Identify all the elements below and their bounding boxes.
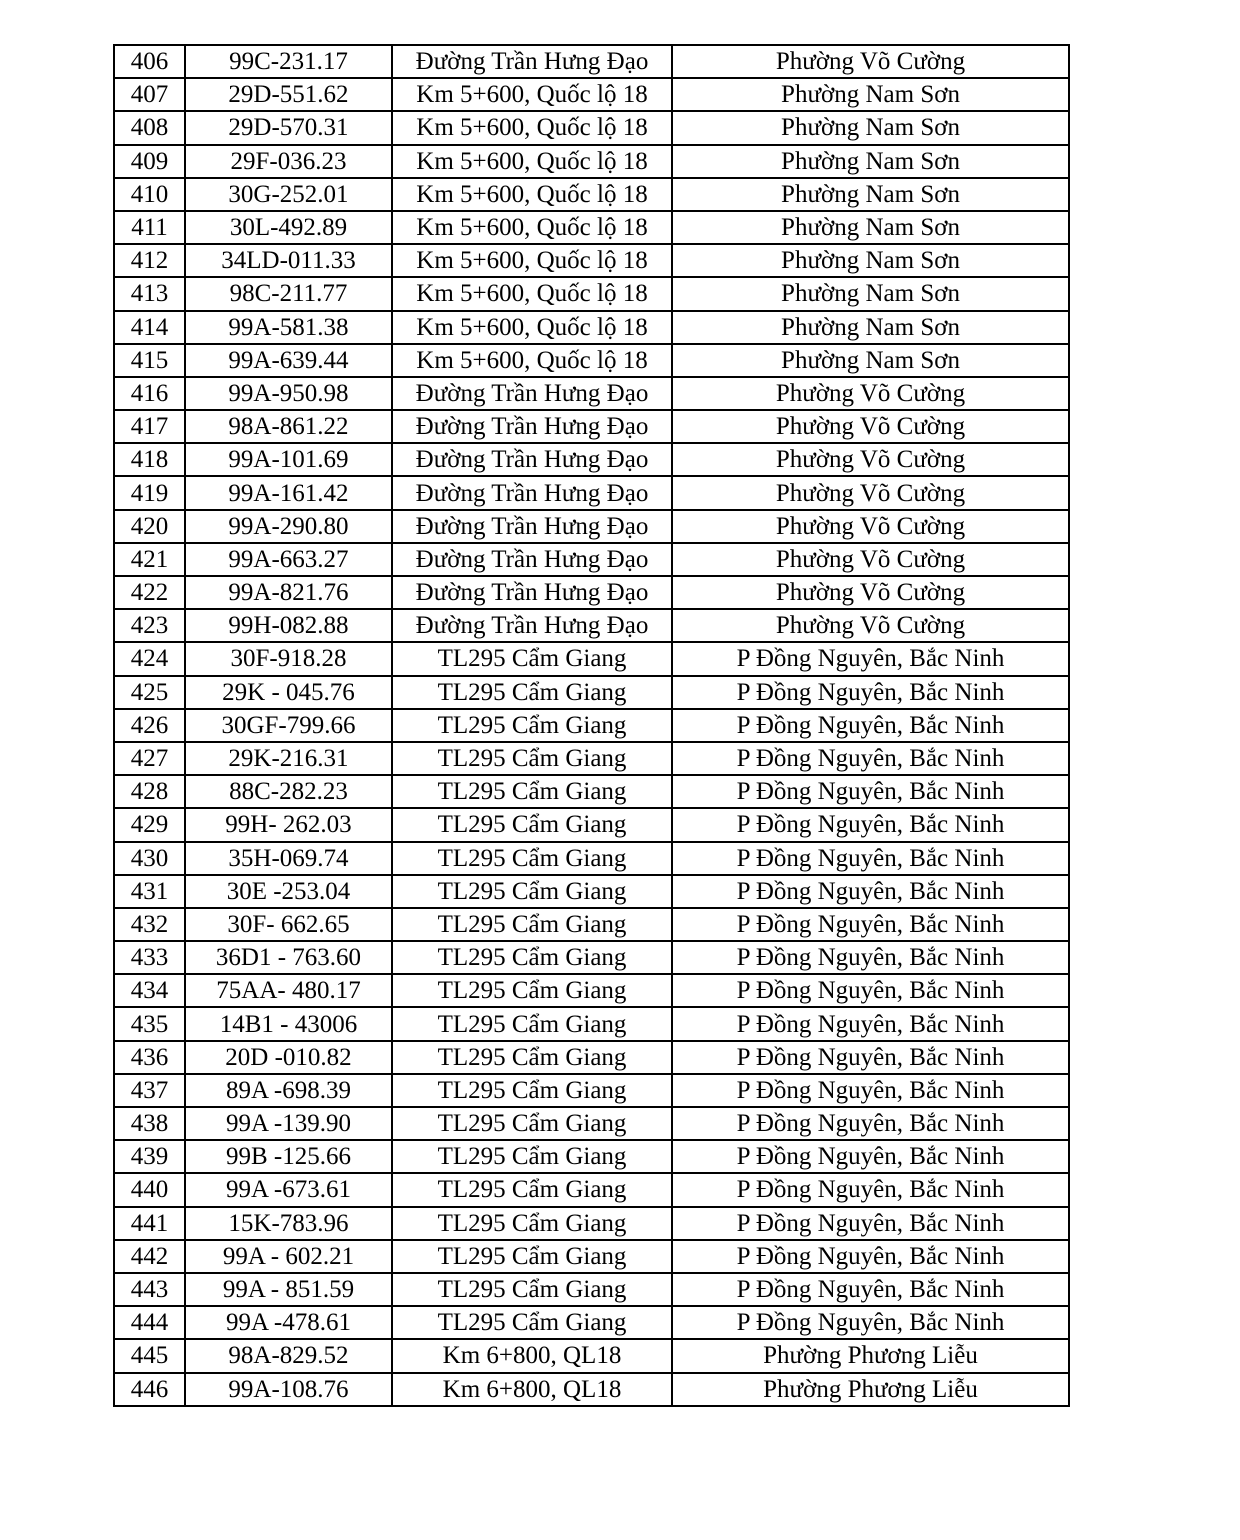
table-row xyxy=(114,45,1069,78)
license-plate-cell: 35H-069.74 xyxy=(185,842,392,875)
table-row xyxy=(114,709,1069,742)
license-plate-cell: 30G-252.01 xyxy=(185,178,392,211)
row-number-cell: 430 xyxy=(114,842,185,875)
processing-unit-cell: Phường Phương Liễu xyxy=(672,1339,1069,1372)
table-row xyxy=(114,808,1069,841)
license-plate-cell: 30GF-799.66 xyxy=(185,709,392,742)
processing-unit-cell: P Đồng Nguyên, Bắc Ninh xyxy=(672,974,1069,1007)
violation-location-cell: TL295 Cẩm Giang xyxy=(392,974,672,1007)
license-plate-cell: 30L-492.89 xyxy=(185,211,392,244)
processing-unit-cell: Phường Võ Cường xyxy=(672,576,1069,609)
table-row xyxy=(114,842,1069,875)
processing-unit-cell: Phường Nam Sơn xyxy=(672,78,1069,111)
processing-unit-cell: Phường Võ Cường xyxy=(672,510,1069,543)
row-number-cell: 414 xyxy=(114,311,185,344)
violation-location-cell: Km 5+600, Quốc lộ 18 xyxy=(392,277,672,310)
processing-unit-cell: P Đồng Nguyên, Bắc Ninh xyxy=(672,1173,1069,1206)
processing-unit-cell: P Đồng Nguyên, Bắc Ninh xyxy=(672,808,1069,841)
violation-location-cell: TL295 Cẩm Giang xyxy=(392,1041,672,1074)
violation-location-cell: Km 5+600, Quốc lộ 18 xyxy=(392,344,672,377)
processing-unit-cell: P Đồng Nguyên, Bắc Ninh xyxy=(672,1240,1069,1273)
table-row xyxy=(114,476,1069,509)
table-row xyxy=(114,443,1069,476)
violation-location-cell: Km 5+600, Quốc lộ 18 xyxy=(392,178,672,211)
table-row xyxy=(114,178,1069,211)
table-row xyxy=(114,543,1069,576)
row-number-cell: 413 xyxy=(114,277,185,310)
violation-location-cell: Km 5+600, Quốc lộ 18 xyxy=(392,145,672,178)
violation-location-cell: TL295 Cẩm Giang xyxy=(392,1273,672,1306)
table-row xyxy=(114,1140,1069,1173)
processing-unit-cell: P Đồng Nguyên, Bắc Ninh xyxy=(672,875,1069,908)
table-row xyxy=(114,908,1069,941)
license-plate-cell: 14B1 - 43006 xyxy=(185,1007,392,1040)
license-plate-cell: 99A - 851.59 xyxy=(185,1273,392,1306)
row-number-cell: 431 xyxy=(114,875,185,908)
table-row xyxy=(114,1107,1069,1140)
license-plate-cell: 30F-918.28 xyxy=(185,642,392,675)
processing-unit-cell: Phường Nam Sơn xyxy=(672,344,1069,377)
row-number-cell: 438 xyxy=(114,1107,185,1140)
license-plate-cell: 98A-861.22 xyxy=(185,410,392,443)
processing-unit-cell: Phường Nam Sơn xyxy=(672,277,1069,310)
table-row xyxy=(114,1273,1069,1306)
violation-location-cell: Km 5+600, Quốc lộ 18 xyxy=(392,244,672,277)
row-number-cell: 406 xyxy=(114,45,185,78)
violation-location-cell: TL295 Cẩm Giang xyxy=(392,742,672,775)
license-plate-cell: 88C-282.23 xyxy=(185,775,392,808)
processing-unit-cell: Phường Nam Sơn xyxy=(672,145,1069,178)
processing-unit-cell: Phường Nam Sơn xyxy=(672,111,1069,144)
processing-unit-cell: Phường Võ Cường xyxy=(672,609,1069,642)
license-plate-cell: 99A-821.76 xyxy=(185,576,392,609)
license-plate-cell: 99A-581.38 xyxy=(185,311,392,344)
license-plate-cell: 99A-950.98 xyxy=(185,377,392,410)
processing-unit-cell: P Đồng Nguyên, Bắc Ninh xyxy=(672,676,1069,709)
row-number-cell: 415 xyxy=(114,344,185,377)
violation-location-cell: TL295 Cẩm Giang xyxy=(392,1107,672,1140)
row-number-cell: 428 xyxy=(114,775,185,808)
row-number-cell: 411 xyxy=(114,211,185,244)
violation-location-cell: TL295 Cẩm Giang xyxy=(392,875,672,908)
violation-location-cell: TL295 Cẩm Giang xyxy=(392,642,672,675)
processing-unit-cell: Phường Nam Sơn xyxy=(672,244,1069,277)
violation-location-cell: Km 5+600, Quốc lộ 18 xyxy=(392,78,672,111)
license-plate-cell: 99A-290.80 xyxy=(185,510,392,543)
violation-location-cell: TL295 Cẩm Giang xyxy=(392,941,672,974)
processing-unit-cell: P Đồng Nguyên, Bắc Ninh xyxy=(672,1107,1069,1140)
license-plate-cell: 99A-663.27 xyxy=(185,543,392,576)
processing-unit-cell: P Đồng Nguyên, Bắc Ninh xyxy=(672,1306,1069,1339)
row-number-cell: 429 xyxy=(114,808,185,841)
violation-location-cell: Đường Trần Hưng Đạo xyxy=(392,377,672,410)
violation-location-cell: TL295 Cẩm Giang xyxy=(392,676,672,709)
license-plate-cell: 99A-161.42 xyxy=(185,476,392,509)
violation-location-cell: TL295 Cẩm Giang xyxy=(392,842,672,875)
row-number-cell: 422 xyxy=(114,576,185,609)
violation-location-cell: Đường Trần Hưng Đạo xyxy=(392,45,672,78)
table-row xyxy=(114,1240,1069,1273)
violation-location-cell: Km 6+800, QL18 xyxy=(392,1339,672,1372)
table-row xyxy=(114,1207,1069,1240)
violation-location-cell: TL295 Cẩm Giang xyxy=(392,709,672,742)
license-plate-cell: 99H-082.88 xyxy=(185,609,392,642)
violation-location-cell: Km 5+600, Quốc lộ 18 xyxy=(392,211,672,244)
table-row xyxy=(114,111,1069,144)
processing-unit-cell: P Đồng Nguyên, Bắc Ninh xyxy=(672,1273,1069,1306)
table-row xyxy=(114,410,1069,443)
license-plate-cell: 20D -010.82 xyxy=(185,1041,392,1074)
row-number-cell: 419 xyxy=(114,476,185,509)
processing-unit-cell: P Đồng Nguyên, Bắc Ninh xyxy=(672,908,1069,941)
table-row xyxy=(114,941,1069,974)
table-row xyxy=(114,377,1069,410)
row-number-cell: 423 xyxy=(114,609,185,642)
processing-unit-cell: Phường Võ Cường xyxy=(672,476,1069,509)
table-row xyxy=(114,211,1069,244)
table-row xyxy=(114,974,1069,1007)
violation-location-cell: Km 5+600, Quốc lộ 18 xyxy=(392,111,672,144)
violation-location-cell: Đường Trần Hưng Đạo xyxy=(392,576,672,609)
table-row xyxy=(114,311,1069,344)
processing-unit-cell: Phường Nam Sơn xyxy=(672,311,1069,344)
license-plate-cell: 36D1 - 763.60 xyxy=(185,941,392,974)
processing-unit-cell: Phường Võ Cường xyxy=(672,443,1069,476)
table-body xyxy=(114,45,1069,1406)
row-number-cell: 444 xyxy=(114,1306,185,1339)
row-number-cell: 427 xyxy=(114,742,185,775)
table-row xyxy=(114,642,1069,675)
license-plate-cell: 15K-783.96 xyxy=(185,1207,392,1240)
row-number-cell: 410 xyxy=(114,178,185,211)
table-row xyxy=(114,344,1069,377)
violation-location-cell: Đường Trần Hưng Đạo xyxy=(392,510,672,543)
violation-table xyxy=(113,44,1070,1407)
row-number-cell: 424 xyxy=(114,642,185,675)
license-plate-cell: 99A-101.69 xyxy=(185,443,392,476)
row-number-cell: 409 xyxy=(114,145,185,178)
row-number-cell: 446 xyxy=(114,1373,185,1406)
row-number-cell: 432 xyxy=(114,908,185,941)
violation-location-cell: TL295 Cẩm Giang xyxy=(392,1173,672,1206)
violation-location-cell: TL295 Cẩm Giang xyxy=(392,1140,672,1173)
license-plate-cell: 75AA- 480.17 xyxy=(185,974,392,1007)
row-number-cell: 408 xyxy=(114,111,185,144)
license-plate-cell: 29K - 045.76 xyxy=(185,676,392,709)
row-number-cell: 421 xyxy=(114,543,185,576)
violation-location-cell: Đường Trần Hưng Đạo xyxy=(392,543,672,576)
violation-location-cell: TL295 Cẩm Giang xyxy=(392,1240,672,1273)
license-plate-cell: 99A-639.44 xyxy=(185,344,392,377)
processing-unit-cell: P Đồng Nguyên, Bắc Ninh xyxy=(672,1074,1069,1107)
table-row xyxy=(114,742,1069,775)
table-row xyxy=(114,1306,1069,1339)
violation-location-cell: TL295 Cẩm Giang xyxy=(392,1007,672,1040)
license-plate-cell: 29K-216.31 xyxy=(185,742,392,775)
processing-unit-cell: P Đồng Nguyên, Bắc Ninh xyxy=(672,775,1069,808)
row-number-cell: 445 xyxy=(114,1339,185,1372)
row-number-cell: 407 xyxy=(114,78,185,111)
license-plate-cell: 34LD-011.33 xyxy=(185,244,392,277)
table-row xyxy=(114,576,1069,609)
row-number-cell: 417 xyxy=(114,410,185,443)
license-plate-cell: 99A -139.90 xyxy=(185,1107,392,1140)
table-row xyxy=(114,1074,1069,1107)
row-number-cell: 441 xyxy=(114,1207,185,1240)
license-plate-cell: 99A -478.61 xyxy=(185,1306,392,1339)
row-number-cell: 435 xyxy=(114,1007,185,1040)
table-row xyxy=(114,875,1069,908)
row-number-cell: 443 xyxy=(114,1273,185,1306)
processing-unit-cell: P Đồng Nguyên, Bắc Ninh xyxy=(672,709,1069,742)
violation-location-cell: TL295 Cẩm Giang xyxy=(392,1207,672,1240)
row-number-cell: 440 xyxy=(114,1173,185,1206)
table-row xyxy=(114,609,1069,642)
table-row xyxy=(114,244,1069,277)
violation-location-cell: Đường Trần Hưng Đạo xyxy=(392,476,672,509)
table-row xyxy=(114,145,1069,178)
table-row xyxy=(114,1007,1069,1040)
processing-unit-cell: Phường Võ Cường xyxy=(672,45,1069,78)
processing-unit-cell: P Đồng Nguyên, Bắc Ninh xyxy=(672,842,1069,875)
violation-location-cell: Km 5+600, Quốc lộ 18 xyxy=(392,311,672,344)
row-number-cell: 436 xyxy=(114,1041,185,1074)
table-row xyxy=(114,1373,1069,1406)
row-number-cell: 439 xyxy=(114,1140,185,1173)
processing-unit-cell: P Đồng Nguyên, Bắc Ninh xyxy=(672,1007,1069,1040)
processing-unit-cell: P Đồng Nguyên, Bắc Ninh xyxy=(672,1041,1069,1074)
processing-unit-cell: P Đồng Nguyên, Bắc Ninh xyxy=(672,1207,1069,1240)
license-plate-cell: 30F- 662.65 xyxy=(185,908,392,941)
license-plate-cell: 99H- 262.03 xyxy=(185,808,392,841)
processing-unit-cell: Phường Nam Sơn xyxy=(672,178,1069,211)
violation-location-cell: TL295 Cẩm Giang xyxy=(392,1074,672,1107)
license-plate-cell: 99A -673.61 xyxy=(185,1173,392,1206)
row-number-cell: 412 xyxy=(114,244,185,277)
violation-location-cell: Đường Trần Hưng Đạo xyxy=(392,410,672,443)
violation-location-cell: Đường Trần Hưng Đạo xyxy=(392,443,672,476)
processing-unit-cell: P Đồng Nguyên, Bắc Ninh xyxy=(672,1140,1069,1173)
processing-unit-cell: Phường Võ Cường xyxy=(672,543,1069,576)
row-number-cell: 434 xyxy=(114,974,185,1007)
processing-unit-cell: Phường Võ Cường xyxy=(672,377,1069,410)
license-plate-cell: 30E -253.04 xyxy=(185,875,392,908)
row-number-cell: 418 xyxy=(114,443,185,476)
violation-location-cell: TL295 Cẩm Giang xyxy=(392,808,672,841)
table-row xyxy=(114,775,1069,808)
row-number-cell: 416 xyxy=(114,377,185,410)
row-number-cell: 420 xyxy=(114,510,185,543)
license-plate-cell: 99C-231.17 xyxy=(185,45,392,78)
license-plate-cell: 98A-829.52 xyxy=(185,1339,392,1372)
row-number-cell: 433 xyxy=(114,941,185,974)
license-plate-cell: 29D-551.62 xyxy=(185,78,392,111)
processing-unit-cell: P Đồng Nguyên, Bắc Ninh xyxy=(672,941,1069,974)
table-row xyxy=(114,78,1069,111)
violation-location-cell: TL295 Cẩm Giang xyxy=(392,1306,672,1339)
row-number-cell: 426 xyxy=(114,709,185,742)
violation-location-cell: Đường Trần Hưng Đạo xyxy=(392,609,672,642)
processing-unit-cell: Phường Phương Liễu xyxy=(672,1373,1069,1406)
processing-unit-cell: P Đồng Nguyên, Bắc Ninh xyxy=(672,642,1069,675)
license-plate-cell: 29D-570.31 xyxy=(185,111,392,144)
violation-location-cell: TL295 Cẩm Giang xyxy=(392,775,672,808)
processing-unit-cell: P Đồng Nguyên, Bắc Ninh xyxy=(672,742,1069,775)
license-plate-cell: 99B -125.66 xyxy=(185,1140,392,1173)
license-plate-cell: 99A - 602.21 xyxy=(185,1240,392,1273)
row-number-cell: 425 xyxy=(114,676,185,709)
table-row xyxy=(114,676,1069,709)
violation-location-cell: Km 6+800, QL18 xyxy=(392,1373,672,1406)
table-row xyxy=(114,1173,1069,1206)
license-plate-cell: 89A -698.39 xyxy=(185,1074,392,1107)
row-number-cell: 442 xyxy=(114,1240,185,1273)
license-plate-cell: 29F-036.23 xyxy=(185,145,392,178)
processing-unit-cell: Phường Võ Cường xyxy=(672,410,1069,443)
license-plate-cell: 99A-108.76 xyxy=(185,1373,392,1406)
processing-unit-cell: Phường Nam Sơn xyxy=(672,211,1069,244)
table-row xyxy=(114,1339,1069,1372)
table-row xyxy=(114,1041,1069,1074)
license-plate-cell: 98C-211.77 xyxy=(185,277,392,310)
violation-location-cell: TL295 Cẩm Giang xyxy=(392,908,672,941)
table-row xyxy=(114,510,1069,543)
row-number-cell: 437 xyxy=(114,1074,185,1107)
table-row xyxy=(114,277,1069,310)
